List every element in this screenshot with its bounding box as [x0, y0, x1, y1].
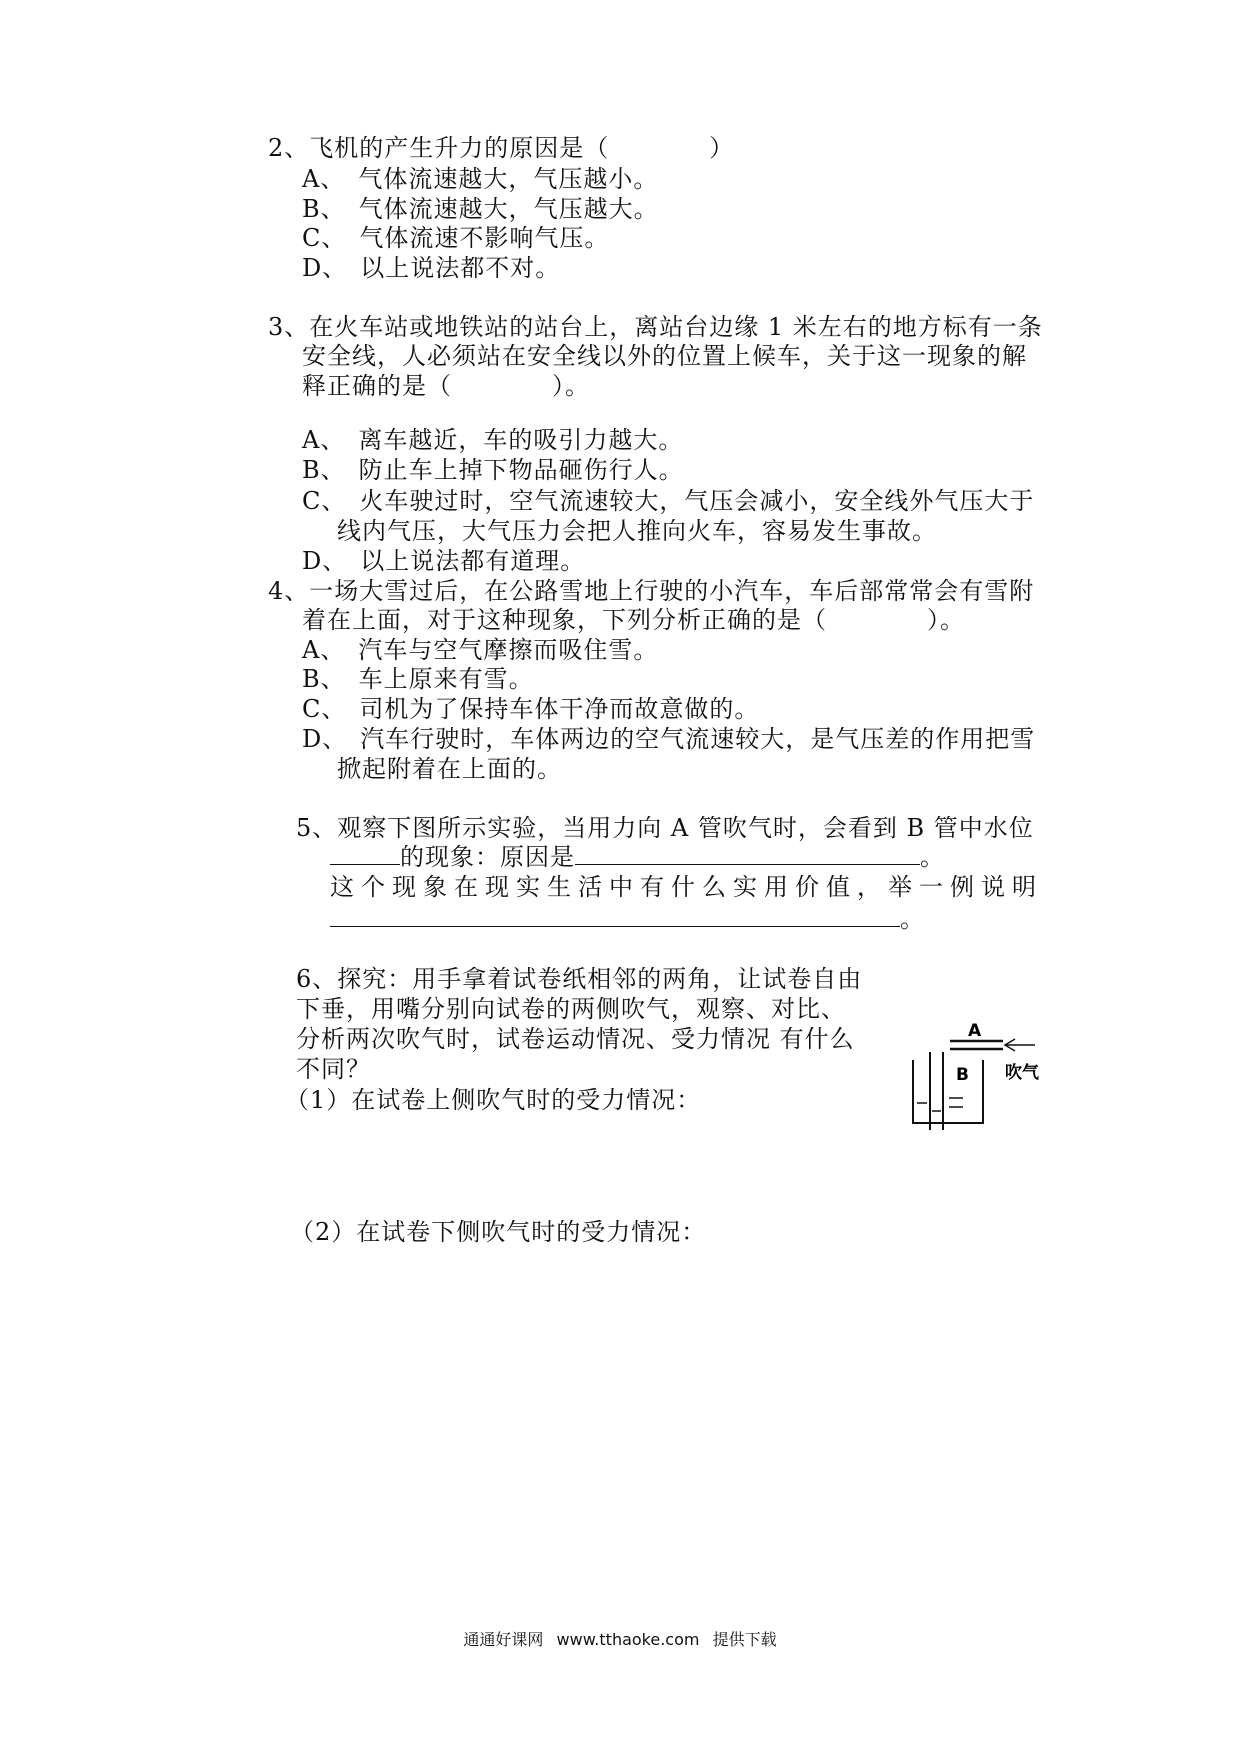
q5-blank-reason[interactable] [575, 844, 920, 865]
figure-label-blow: 吹气 [1005, 1063, 1039, 1083]
q6-sub1: （1）在试卷上侧吹气时的受力情况： [285, 1086, 702, 1114]
q2-option-b: B、 气体流速越大，气压越大。 [302, 195, 659, 223]
q2-option-c: C、 气体流速不影响气压。 [302, 224, 610, 252]
q3-option-c-cont: 线内气压，大气压力会把人推向火车，容易发生事故。 [337, 517, 937, 545]
q3-stem-line2: 安全线，人必须站在安全线以外的位置上候车，关于这一现象的解 [302, 342, 1027, 370]
q5-line4 [330, 903, 925, 935]
q5-line4-end: 。 [900, 905, 925, 933]
q4-stem-line1: 4、一场大雪过后，在公路雪地上行驶的小汽车，车后部常常会有雪附 [268, 577, 1035, 605]
q5-line3: 这个现象在现实生活中有什么实用价值，举一例说明 [330, 873, 1043, 901]
q6-line3: 分析两次吹气时，试卷运动情况、受力情况 有什么 [296, 1025, 855, 1053]
q5-blank-example[interactable] [330, 906, 900, 927]
footer-site: 通通好课网 [463, 1630, 544, 1649]
q6-line4: 不同？ [296, 1055, 371, 1083]
q4-option-c: C、 司机为了保持车体干净而故意做的。 [302, 695, 760, 723]
q3-option-d: D、 以上说法都有道理。 [302, 547, 586, 575]
q5-line2-end: 。 [920, 843, 945, 871]
q3-stem-line1: 3、在火车站或地铁站的站台上，离站台边缘 1 米左右的地方标有一条 [268, 313, 1043, 341]
q3-option-c: C、 火车驶过时，空气流速较大，气压会减小，安全线外气压大于 [302, 487, 1035, 515]
q5-line1: 5、观察下图所示实验，当用力向 A 管吹气时，会看到 B 管中水位 [296, 814, 1034, 842]
q3-option-b: B、 防止车上掉下物品砸伤行人。 [302, 456, 684, 484]
q6-line1: 6、探究：用手拿着试卷纸相邻的两角，让试卷自由 [296, 965, 863, 993]
q2-stem: 2、飞机的产生升力的原因是（ ） [268, 134, 735, 162]
figure-label-a: A [968, 1021, 982, 1041]
q4-option-a: A、 汽车与空气摩擦而吸住雪。 [302, 636, 659, 664]
q6-line2: 下垂，用嘴分别向试卷的两侧吹气，观察、对比、 [296, 995, 846, 1023]
q5-line2 [330, 841, 945, 873]
q2-option-d: D、 以上说法都不对。 [302, 254, 561, 282]
q5-blank-water-level[interactable] [330, 844, 400, 865]
q4-stem-line2: 着在上面，对于这种现象，下列分析正确的是（ ）。 [302, 606, 965, 634]
q4-option-d-cont: 掀起附着在上面的。 [337, 755, 562, 783]
figure-label-b: B [956, 1065, 969, 1085]
q3-stem-line3: 释正确的是（ ）。 [302, 372, 590, 400]
q4-option-d: D、 汽车行驶时，车体两边的空气流速较大，是气压差的作用把雪 [302, 725, 1036, 753]
q6-sub2: （2）在试卷下侧吹气时的受力情况： [290, 1218, 707, 1246]
water-container [913, 1060, 983, 1123]
q4-option-b: B、 车上原来有雪。 [302, 665, 534, 693]
experiment-figure [905, 1010, 1055, 1140]
q5-line2-text: 的现象：原因是 [400, 843, 575, 871]
q3-option-a: A、 离车越近，车的吸引力越大。 [302, 426, 684, 454]
q2-option-a: A、 气体流速越大，气压越小。 [302, 165, 659, 193]
footer [0, 1627, 1240, 1650]
footer-url[interactable]: www.tthaoke.com [556, 1630, 700, 1649]
footer-suffix: 提供下载 [712, 1630, 777, 1649]
